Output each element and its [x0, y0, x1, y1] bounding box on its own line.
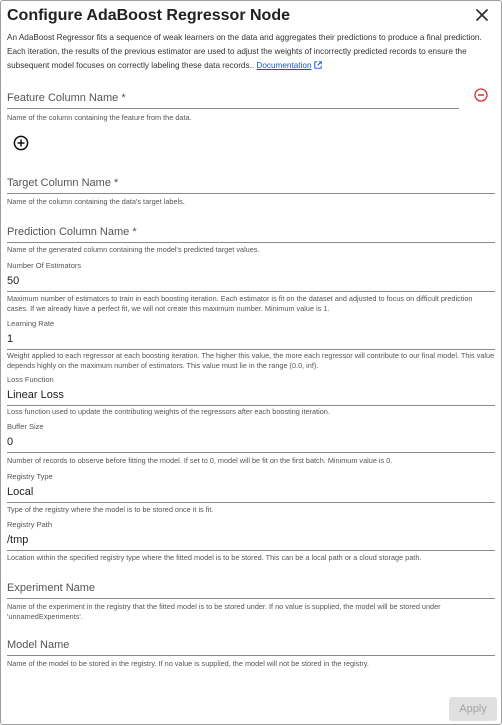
feature-column-underline: [7, 108, 459, 109]
learning-rate-label: Learning Rate: [7, 319, 55, 328]
description-text: An AdaBoost Regressor fits a sequence of weak learners on the data and aggregates their predictions to produce a final prediction. Each iteration, the results of the previous estimator are used to adjust the weights of incorrectly predicted records to ensure the subsequent model focuses on correctly labeling these data records..: [7, 33, 482, 70]
experiment-name-field[interactable]: [7, 581, 495, 599]
model-name-underline: [7, 655, 495, 656]
prediction-column-field[interactable]: [7, 225, 495, 243]
dialog-header: [7, 5, 493, 27]
prediction-column-label: Prediction Column Name *: [7, 226, 137, 238]
registry-path-value[interactable]: /tmp: [7, 534, 29, 546]
buffer-size-value[interactable]: 0: [7, 436, 14, 448]
registry-path-underline: [7, 550, 495, 551]
model-name-field[interactable]: [7, 638, 495, 656]
num-estimators-helper: Maximum number of estimators to train in each boosting iteration. Each estimator is fit on the dataset and adjusted to focus on difficult prediction cases. If we already have a perfect fit, we will not create this maximum number. Minimum value is 1.: [7, 294, 473, 313]
feature-column-field[interactable]: [7, 91, 459, 109]
documentation-link[interactable]: Documentation: [256, 61, 312, 70]
registry-type-label: Registry Type: [7, 472, 53, 481]
loss-function-underline: [7, 405, 495, 406]
experiment-name-helper: Name of the experiment in the registry that the fitted model is to be stored under. If no value is supplied, the model will be stored under 'unnamedExperiments'.: [7, 602, 441, 621]
registry-type-underline: [7, 502, 495, 503]
external-link-icon: [314, 61, 322, 69]
num-estimators-label: Number Of Estimators: [7, 261, 82, 270]
close-icon[interactable]: [473, 6, 491, 24]
loss-function-field[interactable]: [7, 375, 495, 406]
registry-type-helper: Type of the registry where the model is to be stored once it is fit.: [7, 505, 214, 514]
learning-rate-value[interactable]: 1: [7, 333, 14, 345]
apply-button[interactable]: Apply: [449, 697, 497, 721]
prediction-column-underline: [7, 242, 495, 243]
add-circle-icon[interactable]: [13, 135, 29, 151]
buffer-size-underline: [7, 452, 495, 453]
model-name-helper: Name of the model to be stored in the registry. If no value is supplied, the model will not be stored in the registry.: [7, 659, 369, 668]
registry-path-field[interactable]: [7, 520, 495, 551]
prediction-column-helper: Name of the generated column containing the model's predicted target values.: [7, 245, 260, 254]
registry-path-label: Registry Path: [7, 520, 53, 529]
learning-rate-field[interactable]: [7, 319, 495, 350]
buffer-size-helper: Number of records to observe before fitting the model. If set to 0, model will be fit on the first batch. Minimum value is 0.: [7, 456, 393, 465]
registry-path-helper: Location within the specified registry type where the fitted model is to be stored. This can be a local path or a cloud storage path.: [7, 553, 422, 562]
target-column-field[interactable]: [7, 176, 495, 194]
num-estimators-underline: [7, 291, 495, 292]
remove-circle-icon[interactable]: [474, 88, 488, 102]
experiment-name-label: Experiment Name: [7, 582, 96, 594]
buffer-size-label: Buffer Size: [7, 422, 44, 431]
target-column-label: Target Column Name *: [7, 177, 119, 189]
experiment-name-underline: [7, 598, 495, 599]
learning-rate-underline: [7, 349, 495, 350]
model-name-label: Model Name: [7, 639, 70, 651]
feature-column-label: Feature Column Name *: [7, 92, 126, 104]
target-column-underline: [7, 193, 495, 194]
registry-type-value[interactable]: Local: [7, 486, 34, 498]
num-estimators-value[interactable]: 50: [7, 275, 20, 287]
target-column-helper: Name of the column containing the data's target labels.: [7, 197, 185, 206]
buffer-size-field[interactable]: [7, 422, 495, 453]
num-estimators-field[interactable]: [7, 261, 495, 292]
loss-function-helper: Loss function used to update the contributing weights of the regressors after each boosting iteration.: [7, 407, 330, 416]
registry-type-field[interactable]: [7, 472, 495, 503]
loss-function-label: Loss Function: [7, 375, 54, 384]
learning-rate-helper: Weight applied to each regressor at each boosting iteration. The higher this value, the more each regressor will contribute to our final model. This value depends highly on the maximum number of estimators. This value must lie in the range (0.0, inf).: [7, 351, 495, 370]
loss-function-value[interactable]: Linear Loss: [7, 389, 64, 401]
feature-column-helper: Name of the column containing the feature from the data.: [7, 113, 192, 122]
dialog-title: Configure AdaBoost Regressor Node: [7, 7, 290, 24]
dialog-description: [7, 31, 495, 73]
